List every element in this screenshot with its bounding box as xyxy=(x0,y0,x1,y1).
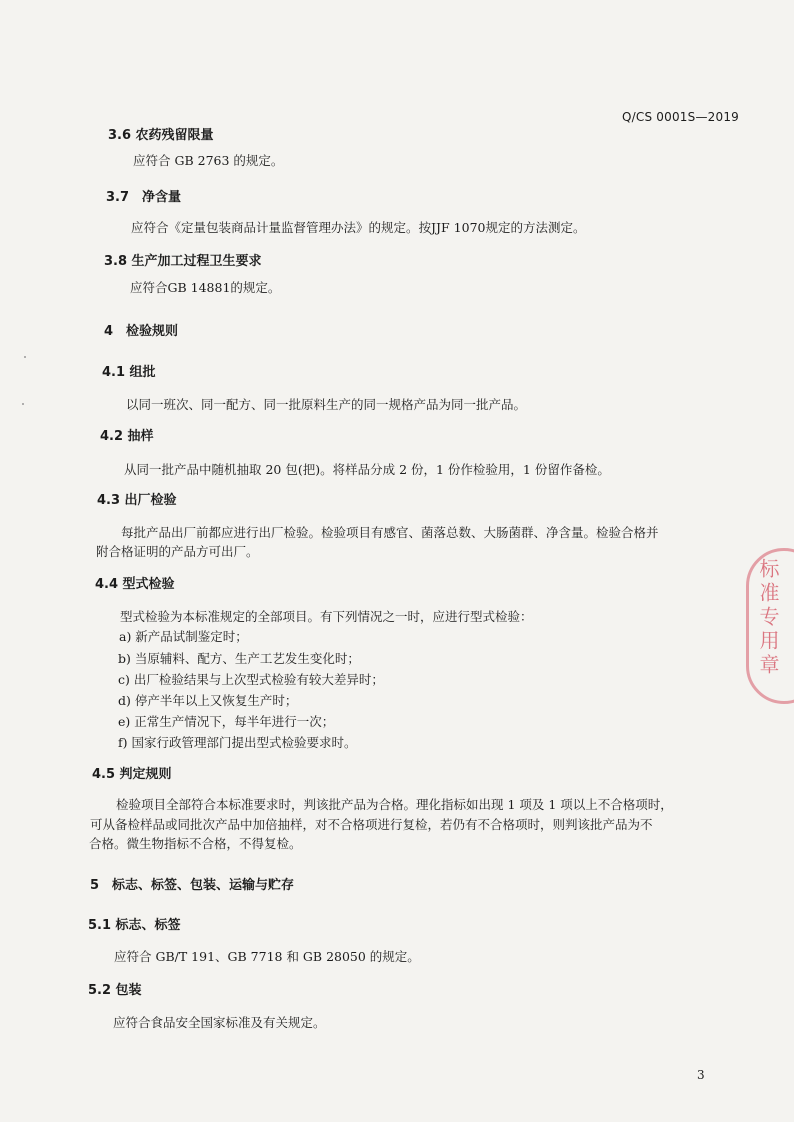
scan-speck xyxy=(24,356,26,358)
section-4-1-heading: 4.1 组批 xyxy=(102,365,156,380)
list-item: b) 当原辅料、配方、生产工艺发生变化时； xyxy=(118,651,360,666)
section-5-1-heading: 5.1 标志、标签 xyxy=(88,918,181,933)
section-4-5-text-line-3: 合格。微生物指标不合格，不得复检。 xyxy=(89,836,302,851)
section-5-2-heading: 5.2 包装 xyxy=(88,983,142,998)
section-4-heading: 4 检验规则 xyxy=(104,324,179,339)
section-3-8-heading: 3.8 生产加工过程卫生要求 xyxy=(104,254,262,269)
section-5-1-text: 应符合 GB/T 191、GB 7718 和 GB 28050 的规定。 xyxy=(114,949,420,964)
section-4-3-text-line-2: 附合格证明的产品方可出厂。 xyxy=(96,544,259,559)
list-item: a) 新产品试制鉴定时； xyxy=(119,629,248,644)
section-4-4-intro: 型式检验为本标准规定的全部项目。有下列情况之一时，应进行型式检验： xyxy=(120,609,533,624)
section-3-6-text: 应符合 GB 2763 的规定。 xyxy=(133,153,284,168)
list-item: c) 出厂检验结果与上次型式检验有较大差异时； xyxy=(118,672,384,687)
document-code: Q/CS 0001S—2019 xyxy=(622,110,739,124)
section-4-1-text: 以同一班次、同一配方、同一批原料生产的同一规格产品为同一批产品。 xyxy=(126,397,527,412)
seal-text: 标准专用章 xyxy=(756,558,780,678)
section-4-3-text-line-1: 每批产品出厂前都应进行出厂检验。检验项目有感官、菌落总数、大肠菌群、净含量。检验合格并 xyxy=(121,525,659,540)
section-4-5-text-line-2: 可从备检样品或同批次产品中加倍抽样，对不合格项进行复检，若仍有不合格项时，则判该批产品为不 xyxy=(90,817,653,832)
section-3-7-text: 应符合《定量包装商品计量监督管理办法》的规定。按JJF 1070规定的方法测定。 xyxy=(131,220,586,235)
section-4-2-text: 从同一批产品中随机抽取 20 包(把)。将样品分成 2 份，1 份作检验用，1 份留作备检。 xyxy=(124,462,610,477)
page-number: 3 xyxy=(697,1068,705,1082)
list-item: f) 国家行政管理部门提出型式检验要求时。 xyxy=(118,735,357,750)
official-seal xyxy=(746,548,794,708)
section-4-5-text-line-1: 检验项目全部符合本标准要求时，判该批产品为合格。理化指标如出现 1 项及 1 项以上不合格项时， xyxy=(116,797,673,812)
section-4-3-heading: 4.3 出厂检验 xyxy=(97,493,177,508)
section-4-5-heading: 4.5 判定规则 xyxy=(92,767,172,782)
section-3-8-text: 应符合GB 14881的规定。 xyxy=(130,280,281,295)
section-3-6-heading: 3.6 农药残留限量 xyxy=(108,128,214,143)
section-3-7-heading: 3.7 净含量 xyxy=(106,190,182,205)
section-5-2-text: 应符合食品安全国家标准及有关规定。 xyxy=(113,1015,326,1030)
list-item: d) 停产半年以上又恢复生产时； xyxy=(118,693,298,708)
section-4-2-heading: 4.2 抽样 xyxy=(100,429,154,444)
section-5-heading: 5 标志、标签、包装、运输与贮存 xyxy=(90,878,295,893)
scan-speck xyxy=(22,403,24,405)
list-item: e) 正常生产情况下，每半年进行一次； xyxy=(118,714,335,729)
section-4-4-heading: 4.4 型式检验 xyxy=(95,577,175,592)
